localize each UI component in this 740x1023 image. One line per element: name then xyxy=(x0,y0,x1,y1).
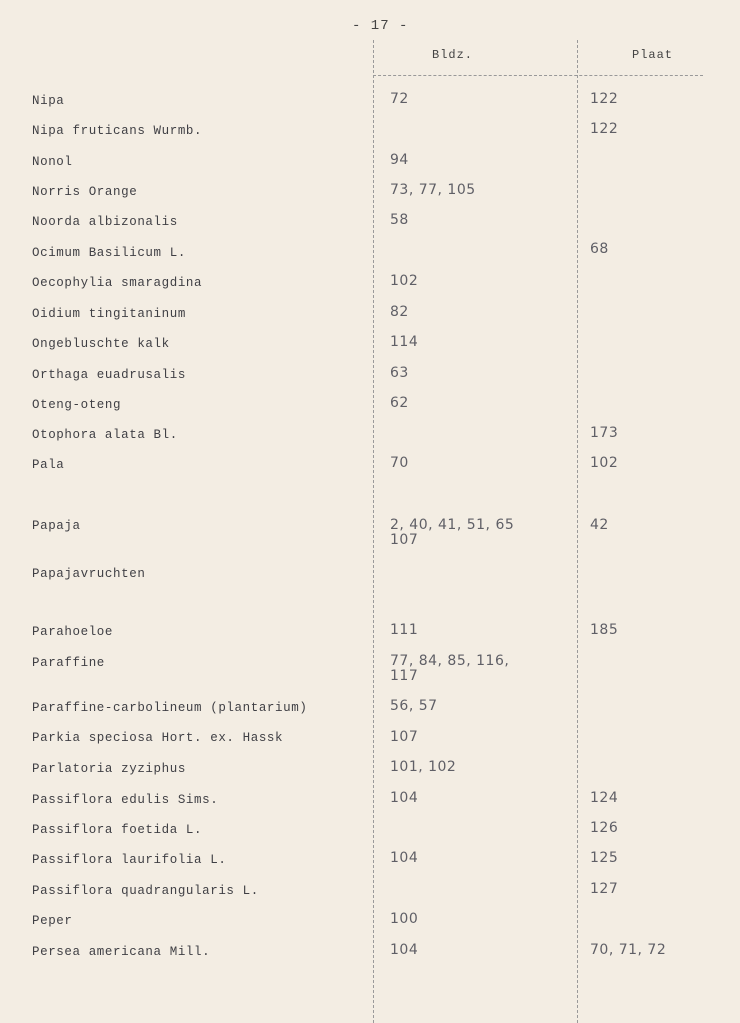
entry-bldz: 104 xyxy=(390,850,419,866)
header-plaat: Plaat xyxy=(632,48,674,62)
entry-term: Ocimum Basilicum L. xyxy=(32,246,186,260)
column-divider-left xyxy=(373,40,374,1023)
entry-term: Oteng-oteng xyxy=(32,398,122,412)
entry-term: Nonol xyxy=(32,155,73,169)
entry-bldz: 102 xyxy=(390,273,419,289)
page-number: - 17 - xyxy=(352,18,409,34)
entry-term: Papajavruchten xyxy=(32,567,146,581)
entry-term: Orthaga euadrusalis xyxy=(32,368,186,382)
entry-term: Papaja xyxy=(32,519,81,533)
entry-bldz-continued: 107 xyxy=(390,532,419,548)
entry-bldz: 58 xyxy=(390,212,409,228)
entry-bldz: 111 xyxy=(390,622,419,638)
entry-term: Persea americana Mill. xyxy=(32,945,211,959)
entry-plaat: 68 xyxy=(590,241,609,257)
header-underline xyxy=(373,75,703,76)
entry-term: Nipa fruticans Wurmb. xyxy=(32,124,203,138)
entry-bldz: 2, 40, 41, 51, 65 xyxy=(390,517,515,533)
entry-term: Passiflora laurifolia L. xyxy=(32,853,227,867)
entry-bldz: 114 xyxy=(390,334,419,350)
entry-term: Parkia speciosa Hort. ex. Hassk xyxy=(32,731,284,745)
entry-plaat: 122 xyxy=(590,121,619,137)
entry-term: Parahoeloe xyxy=(32,625,114,639)
entry-term: Ongebluschte kalk xyxy=(32,337,170,351)
entry-bldz: 94 xyxy=(390,152,409,168)
entry-bldz: 77, 84, 85, 116, xyxy=(390,653,510,669)
entry-term: Oecophylia smaragdina xyxy=(32,276,203,290)
entry-plaat: 125 xyxy=(590,850,619,866)
entry-plaat: 185 xyxy=(590,622,619,638)
entry-term: Parlatoria zyziphus xyxy=(32,762,186,776)
entry-term: Passiflora quadrangularis L. xyxy=(32,884,259,898)
entry-bldz: 100 xyxy=(390,911,419,927)
entry-term: Noorda albizonalis xyxy=(32,215,178,229)
entry-bldz-continued: 117 xyxy=(390,668,419,684)
entry-bldz: 107 xyxy=(390,729,419,745)
entry-term: Paraffine-carbolineum (plantarium) xyxy=(32,701,308,715)
entry-bldz: 72 xyxy=(390,91,409,107)
entry-plaat: 102 xyxy=(590,455,619,471)
entry-plaat: 173 xyxy=(590,425,619,441)
entry-plaat: 126 xyxy=(590,820,619,836)
entry-bldz: 70 xyxy=(390,455,409,471)
entry-term: Passiflora foetida L. xyxy=(32,823,203,837)
entry-plaat: 70, 71, 72 xyxy=(590,942,667,958)
entry-bldz: 62 xyxy=(390,395,409,411)
entry-plaat: 127 xyxy=(590,881,619,897)
entry-bldz: 101, 102 xyxy=(390,759,457,775)
entry-plaat: 122 xyxy=(590,91,619,107)
header-bldz: Bldz. xyxy=(432,48,474,62)
entry-bldz: 82 xyxy=(390,304,409,320)
entry-term: Otophora alata Bl. xyxy=(32,428,178,442)
entry-plaat: 124 xyxy=(590,790,619,806)
entry-bldz: 104 xyxy=(390,942,419,958)
entry-bldz: 73, 77, 105 xyxy=(390,182,476,198)
entry-term: Passiflora edulis Sims. xyxy=(32,793,219,807)
entry-term: Peper xyxy=(32,914,73,928)
entry-bldz: 56, 57 xyxy=(390,698,438,714)
entry-term: Paraffine xyxy=(32,656,105,670)
column-divider-right xyxy=(577,40,578,1023)
entry-term: Nipa xyxy=(32,94,65,108)
entry-term: Oidium tingitaninum xyxy=(32,307,186,321)
entry-bldz: 63 xyxy=(390,365,409,381)
entry-term: Pala xyxy=(32,458,65,472)
entry-plaat: 42 xyxy=(590,517,609,533)
entry-bldz: 104 xyxy=(390,790,419,806)
entry-term: Norris Orange xyxy=(32,185,138,199)
